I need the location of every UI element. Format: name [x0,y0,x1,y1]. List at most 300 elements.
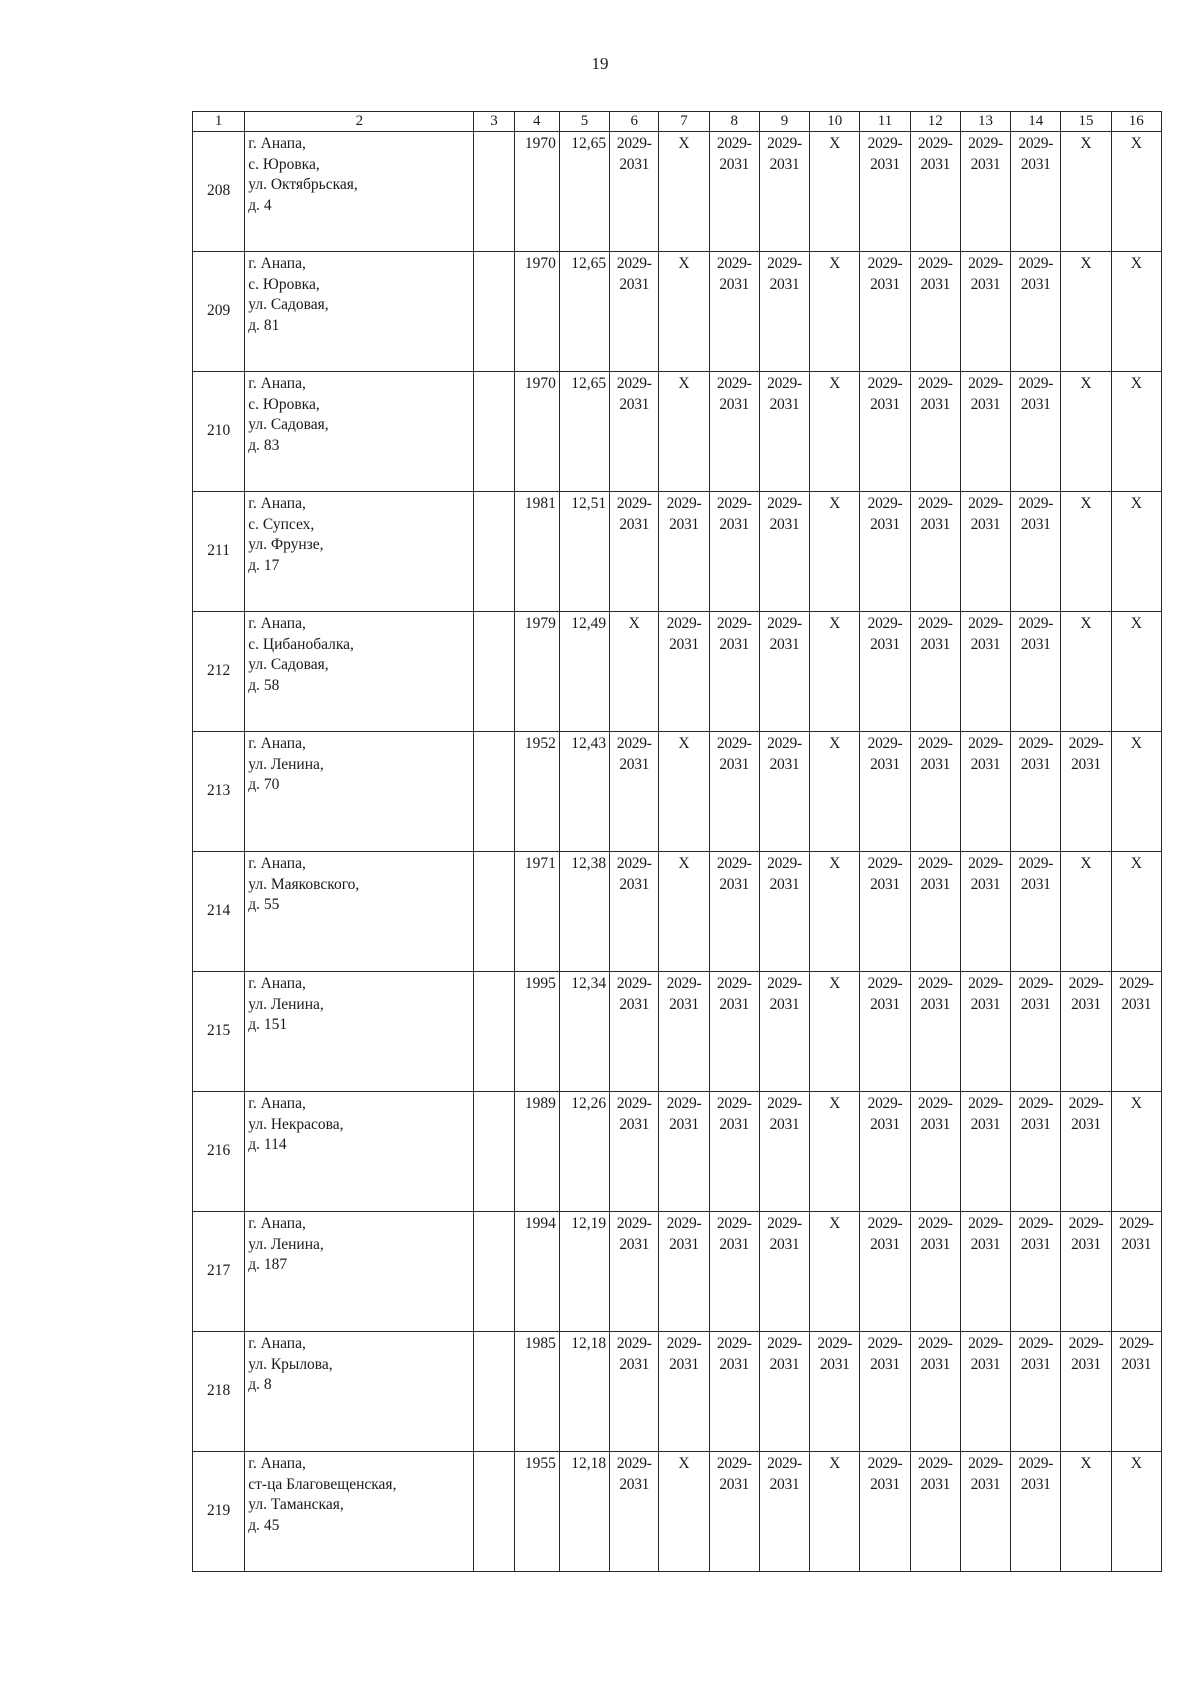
address-cell [245,372,474,492]
period-end: 2031 [719,395,750,413]
column-header: 4 [514,112,559,132]
period-start: 2029- [917,735,953,752]
table-row [193,732,1162,852]
period-cell [709,1212,759,1332]
period-end: 2031 [619,755,650,773]
period-start: 2029- [666,975,702,992]
period-cell [1011,1092,1061,1212]
period-end: 2031 [619,1115,650,1133]
address-line: ул. Маяковского, [248,875,360,893]
address-line: ул. Октябрьская, [248,176,358,193]
period-start: 2029- [1018,735,1054,752]
period-start: 2029- [767,735,802,752]
period-cell [860,1332,910,1452]
period-end: 2031 [1020,395,1051,413]
column-3-cell [474,252,514,372]
period-end: 2031 [920,875,951,893]
period-cell [910,132,960,252]
period-end: 2031 [769,515,800,533]
period-end: 2031 [870,755,900,773]
period-end: 2031 [870,1475,900,1493]
period-end: 2031 [719,635,750,653]
period-start: 2029- [716,1335,752,1352]
column-header: 12 [910,112,960,132]
period-end: 2031 [870,875,900,893]
period-end: 2031 [1020,1235,1051,1253]
period-start: 2029- [716,735,752,752]
period-start: 2029- [867,975,903,992]
housing-registry-table [192,111,1162,1572]
table-row [193,132,1162,252]
period-end: 2031 [619,515,650,533]
period-end: 2031 [619,1355,650,1373]
period-cell [1111,1332,1161,1452]
period-start: 2029- [917,1335,953,1352]
address-line: г. Анапа, [248,1215,306,1232]
period-end: 2031 [669,1235,699,1253]
period-cell [960,252,1010,372]
period-end: 2031 [769,635,800,653]
period-start: 2029- [1068,1095,1104,1112]
period-cell [1011,492,1061,612]
period-start: 2029- [616,1095,652,1112]
period-cell: X [1111,1092,1161,1212]
address-line: г. Анапа, [248,135,306,152]
period-cell [759,372,809,492]
column-header: 7 [659,112,709,132]
address-cell [245,492,474,612]
period-cell [910,372,960,492]
address-line: ул. Ленина, [248,1235,324,1253]
period-end: 2031 [1121,1355,1152,1373]
period-end: 2031 [619,995,650,1013]
period-end: 2031 [1020,875,1051,893]
period-end: 2031 [1121,1235,1152,1253]
period-start: 2029- [867,1455,903,1472]
period-start: 2029- [616,855,652,872]
address-line: ул. Некрасова, [248,1115,344,1133]
period-start: 2029- [767,1095,802,1112]
period-start: 2029- [968,975,1003,992]
period-cell [759,732,809,852]
period-end: 2031 [970,1235,1001,1253]
period-end: 2031 [719,1475,750,1493]
period-end: 2031 [669,635,699,653]
period-end: 2031 [1020,1115,1051,1133]
period-end: 2031 [920,1355,951,1373]
column-header: 14 [1011,112,1061,132]
period-end: 2031 [870,995,900,1013]
period-cell: X [659,852,709,972]
period-start: 2029- [968,1095,1003,1112]
period-start: 2029- [917,1455,953,1472]
period-end: 2031 [619,155,650,173]
period-cell [960,732,1010,852]
period-cell: X [1111,1452,1161,1572]
period-end: 2031 [970,275,1001,293]
period-cell [759,1332,809,1452]
period-cell [759,132,809,252]
period-cell [610,732,659,852]
period-end: 2031 [719,755,750,773]
period-end: 2031 [870,1235,900,1253]
period-cell: X [1111,132,1161,252]
period-start: 2029- [1068,1215,1104,1232]
period-cell [1061,1092,1111,1212]
period-cell [1011,1212,1061,1332]
period-start: 2029- [716,135,752,152]
period-end: 2031 [1071,1115,1101,1133]
period-start: 2029- [867,615,903,632]
period-start: 2029- [616,1455,652,1472]
period-cell [610,252,659,372]
period-start: 2029- [1018,1335,1054,1352]
period-start: 2029- [867,375,903,392]
period-cell: X [810,612,860,732]
period-cell [709,612,759,732]
period-cell [1011,372,1061,492]
period-start: 2029- [867,1335,903,1352]
period-cell [610,1332,659,1452]
period-cell [709,1092,759,1212]
period-end: 2031 [669,1355,699,1373]
period-end: 2031 [870,1355,900,1373]
period-start: 2029- [1068,1335,1104,1352]
period-cell [860,1092,910,1212]
period-cell: X [1111,492,1161,612]
row-number: 217 [193,1212,245,1332]
period-end: 2031 [1071,1355,1101,1373]
period-cell: X [659,132,709,252]
period-end: 2031 [870,155,900,173]
period-end: 2031 [1020,755,1051,773]
period-start: 2029- [1118,1335,1154,1352]
period-cell [610,132,659,252]
row-number: 214 [193,852,245,972]
period-end: 2031 [1071,1235,1101,1253]
value-cell: 12,65 [559,252,609,372]
period-end: 2031 [719,275,750,293]
period-start: 2029- [1018,255,1054,272]
period-end: 2031 [920,275,951,293]
period-end: 2031 [769,995,800,1013]
period-start: 2029- [767,615,802,632]
period-end: 2031 [1121,995,1152,1013]
period-cell [910,252,960,372]
period-cell [709,1452,759,1572]
period-end: 2031 [1020,1355,1051,1373]
period-cell [709,132,759,252]
period-start: 2029- [1018,1455,1054,1472]
period-cell [610,852,659,972]
period-end: 2031 [669,1115,699,1133]
value-cell: 12,26 [559,1092,609,1212]
period-cell [860,252,910,372]
period-start: 2029- [968,735,1003,752]
period-cell [709,972,759,1092]
period-end: 2031 [819,1355,850,1373]
address-line: ул. Ленина, [248,995,324,1013]
period-cell [910,852,960,972]
period-cell [860,1452,910,1572]
period-cell: X [810,972,860,1092]
period-start: 2029- [767,1455,802,1472]
address-line: с. Юровка, [248,275,320,293]
table-row [193,492,1162,612]
period-cell [910,612,960,732]
period-start: 2029- [716,255,752,272]
period-start: 2029- [1018,615,1054,632]
row-number: 208 [193,132,245,252]
period-start: 2029- [1068,975,1104,992]
column-header: 1 [193,112,245,132]
period-start: 2029- [716,855,752,872]
period-cell [860,492,910,612]
period-cell: X [1061,612,1111,732]
row-number: 213 [193,732,245,852]
column-3-cell [474,612,514,732]
period-cell [1111,972,1161,1092]
period-end: 2031 [970,875,1001,893]
period-cell: X [810,852,860,972]
period-start: 2029- [867,495,903,512]
row-number: 210 [193,372,245,492]
period-cell [659,1212,709,1332]
table-row [193,972,1162,1092]
address-line: д. 17 [248,556,280,574]
period-end: 2031 [920,515,951,533]
address-line: ст-ца Благовещенская, [248,1475,397,1493]
period-cell [860,732,910,852]
period-cell [810,1332,860,1452]
period-start: 2029- [917,495,953,512]
period-start: 2029- [917,135,953,152]
address-cell [245,852,474,972]
period-cell [860,1212,910,1332]
period-start: 2029- [767,855,802,872]
column-header: 8 [709,112,759,132]
period-start: 2029- [917,855,953,872]
period-cell: X [810,1452,860,1572]
column-3-cell [474,1332,514,1452]
value-cell: 12,49 [559,612,609,732]
period-end: 2031 [619,875,650,893]
address-cell [245,972,474,1092]
period-end: 2031 [719,515,750,533]
period-start: 2029- [968,1335,1003,1352]
period-cell [910,1332,960,1452]
period-end: 2031 [1020,1475,1051,1493]
period-start: 2029- [767,1335,802,1352]
period-end: 2031 [669,515,699,533]
period-end: 2031 [769,1355,800,1373]
value-cell: 12,18 [559,1452,609,1572]
period-start: 2029- [968,1455,1003,1472]
period-end: 2031 [669,995,699,1013]
period-cell: X [1111,732,1161,852]
period-start: 2029- [616,495,652,512]
period-cell [610,1452,659,1572]
address-line: д. 83 [248,436,280,454]
column-3-cell [474,1212,514,1332]
period-cell: X [1061,1452,1111,1572]
period-cell [860,372,910,492]
address-cell [245,252,474,372]
column-3-cell [474,492,514,612]
period-cell [759,1212,809,1332]
row-number: 218 [193,1332,245,1452]
period-start: 2029- [917,615,953,632]
period-cell [1011,132,1061,252]
row-number: 211 [193,492,245,612]
period-start: 2029- [616,1335,652,1352]
period-end: 2031 [870,1115,900,1133]
period-start: 2029- [968,615,1003,632]
period-end: 2031 [970,395,1001,413]
period-cell: X [810,132,860,252]
period-cell [910,1452,960,1572]
period-start: 2029- [1068,735,1104,752]
address-line: д. 45 [248,1516,280,1534]
row-number: 212 [193,612,245,732]
period-cell [860,852,910,972]
period-cell: X [1061,852,1111,972]
period-cell: X [1111,252,1161,372]
address-cell [245,1212,474,1332]
value-cell: 12,38 [559,852,609,972]
period-start: 2029- [716,495,752,512]
period-start: 2029- [666,1335,702,1352]
year-cell: 1979 [514,612,559,732]
period-cell [960,492,1010,612]
period-cell [1061,972,1111,1092]
column-header: 3 [474,112,514,132]
period-start: 2029- [666,1095,702,1112]
period-cell [1061,1212,1111,1332]
period-end: 2031 [970,635,1001,653]
address-line: ул. Садовая, [248,296,329,313]
period-start: 2029- [867,735,903,752]
period-cell: X [659,1452,709,1572]
year-cell: 1995 [514,972,559,1092]
period-end: 2031 [769,1115,800,1133]
address-line: г. Анапа, [248,735,306,752]
period-end: 2031 [769,755,800,773]
address-line: д. 8 [248,1376,272,1393]
period-cell [960,1332,1010,1452]
period-end: 2031 [719,995,750,1013]
period-start: 2029- [716,375,752,392]
period-start: 2029- [616,255,652,272]
address-line: ул. Фрунзе, [248,536,324,553]
year-cell: 1970 [514,132,559,252]
period-cell [960,612,1010,732]
year-cell: 1994 [514,1212,559,1332]
period-start: 2029- [867,255,903,272]
period-cell: X [659,732,709,852]
period-start: 2029- [1118,975,1154,992]
period-cell: X [610,612,659,732]
period-start: 2029- [716,1455,752,1472]
period-start: 2029- [817,1335,853,1352]
period-cell [759,1092,809,1212]
table-row [193,852,1162,972]
address-line: г. Анапа, [248,375,306,392]
period-end: 2031 [870,395,900,413]
period-start: 2029- [968,855,1003,872]
period-end: 2031 [870,515,900,533]
year-cell: 1981 [514,492,559,612]
period-end: 2031 [920,755,951,773]
period-start: 2029- [867,1215,903,1232]
period-cell [860,972,910,1092]
period-end: 2031 [970,1355,1001,1373]
period-end: 2031 [619,1235,650,1253]
period-cell [759,612,809,732]
period-start: 2029- [767,255,802,272]
period-cell [960,972,1010,1092]
year-cell: 1971 [514,852,559,972]
period-end: 2031 [719,1235,750,1253]
period-end: 2031 [920,635,951,653]
period-end: 2031 [970,155,1001,173]
period-cell [960,1092,1010,1212]
period-cell [659,492,709,612]
period-cell: X [810,732,860,852]
period-start: 2029- [968,375,1003,392]
address-line: д. 187 [248,1256,288,1273]
period-start: 2029- [716,615,752,632]
period-cell [910,732,960,852]
address-cell [245,612,474,732]
column-header: 11 [860,112,910,132]
column-header: 15 [1061,112,1111,132]
period-end: 2031 [769,155,800,173]
period-end: 2031 [870,635,900,653]
address-line: д. 55 [248,896,280,913]
period-cell [960,372,1010,492]
table-row [193,1452,1162,1572]
period-end: 2031 [1020,995,1051,1013]
period-end: 2031 [719,1355,750,1373]
address-line: д. 70 [248,776,280,793]
period-start: 2029- [616,135,652,152]
period-cell [709,732,759,852]
period-end: 2031 [1020,275,1051,293]
period-cell: X [810,492,860,612]
period-end: 2031 [769,1235,800,1253]
period-end: 2031 [970,1475,1001,1493]
period-cell [759,252,809,372]
period-start: 2029- [917,1215,953,1232]
address-line: ул. Таманская, [248,1496,344,1513]
period-start: 2029- [616,735,652,752]
period-end: 2031 [619,1475,650,1493]
period-cell [1011,972,1061,1092]
column-3-cell [474,372,514,492]
period-end: 2031 [870,275,900,293]
period-end: 2031 [769,395,800,413]
period-cell [1061,732,1111,852]
period-cell [610,372,659,492]
period-cell [960,1452,1010,1572]
address-line: ул. Крылова, [248,1355,333,1373]
period-cell [1011,612,1061,732]
column-3-cell [474,132,514,252]
period-start: 2029- [666,615,702,632]
period-end: 2031 [1020,515,1051,533]
period-cell: X [1061,372,1111,492]
